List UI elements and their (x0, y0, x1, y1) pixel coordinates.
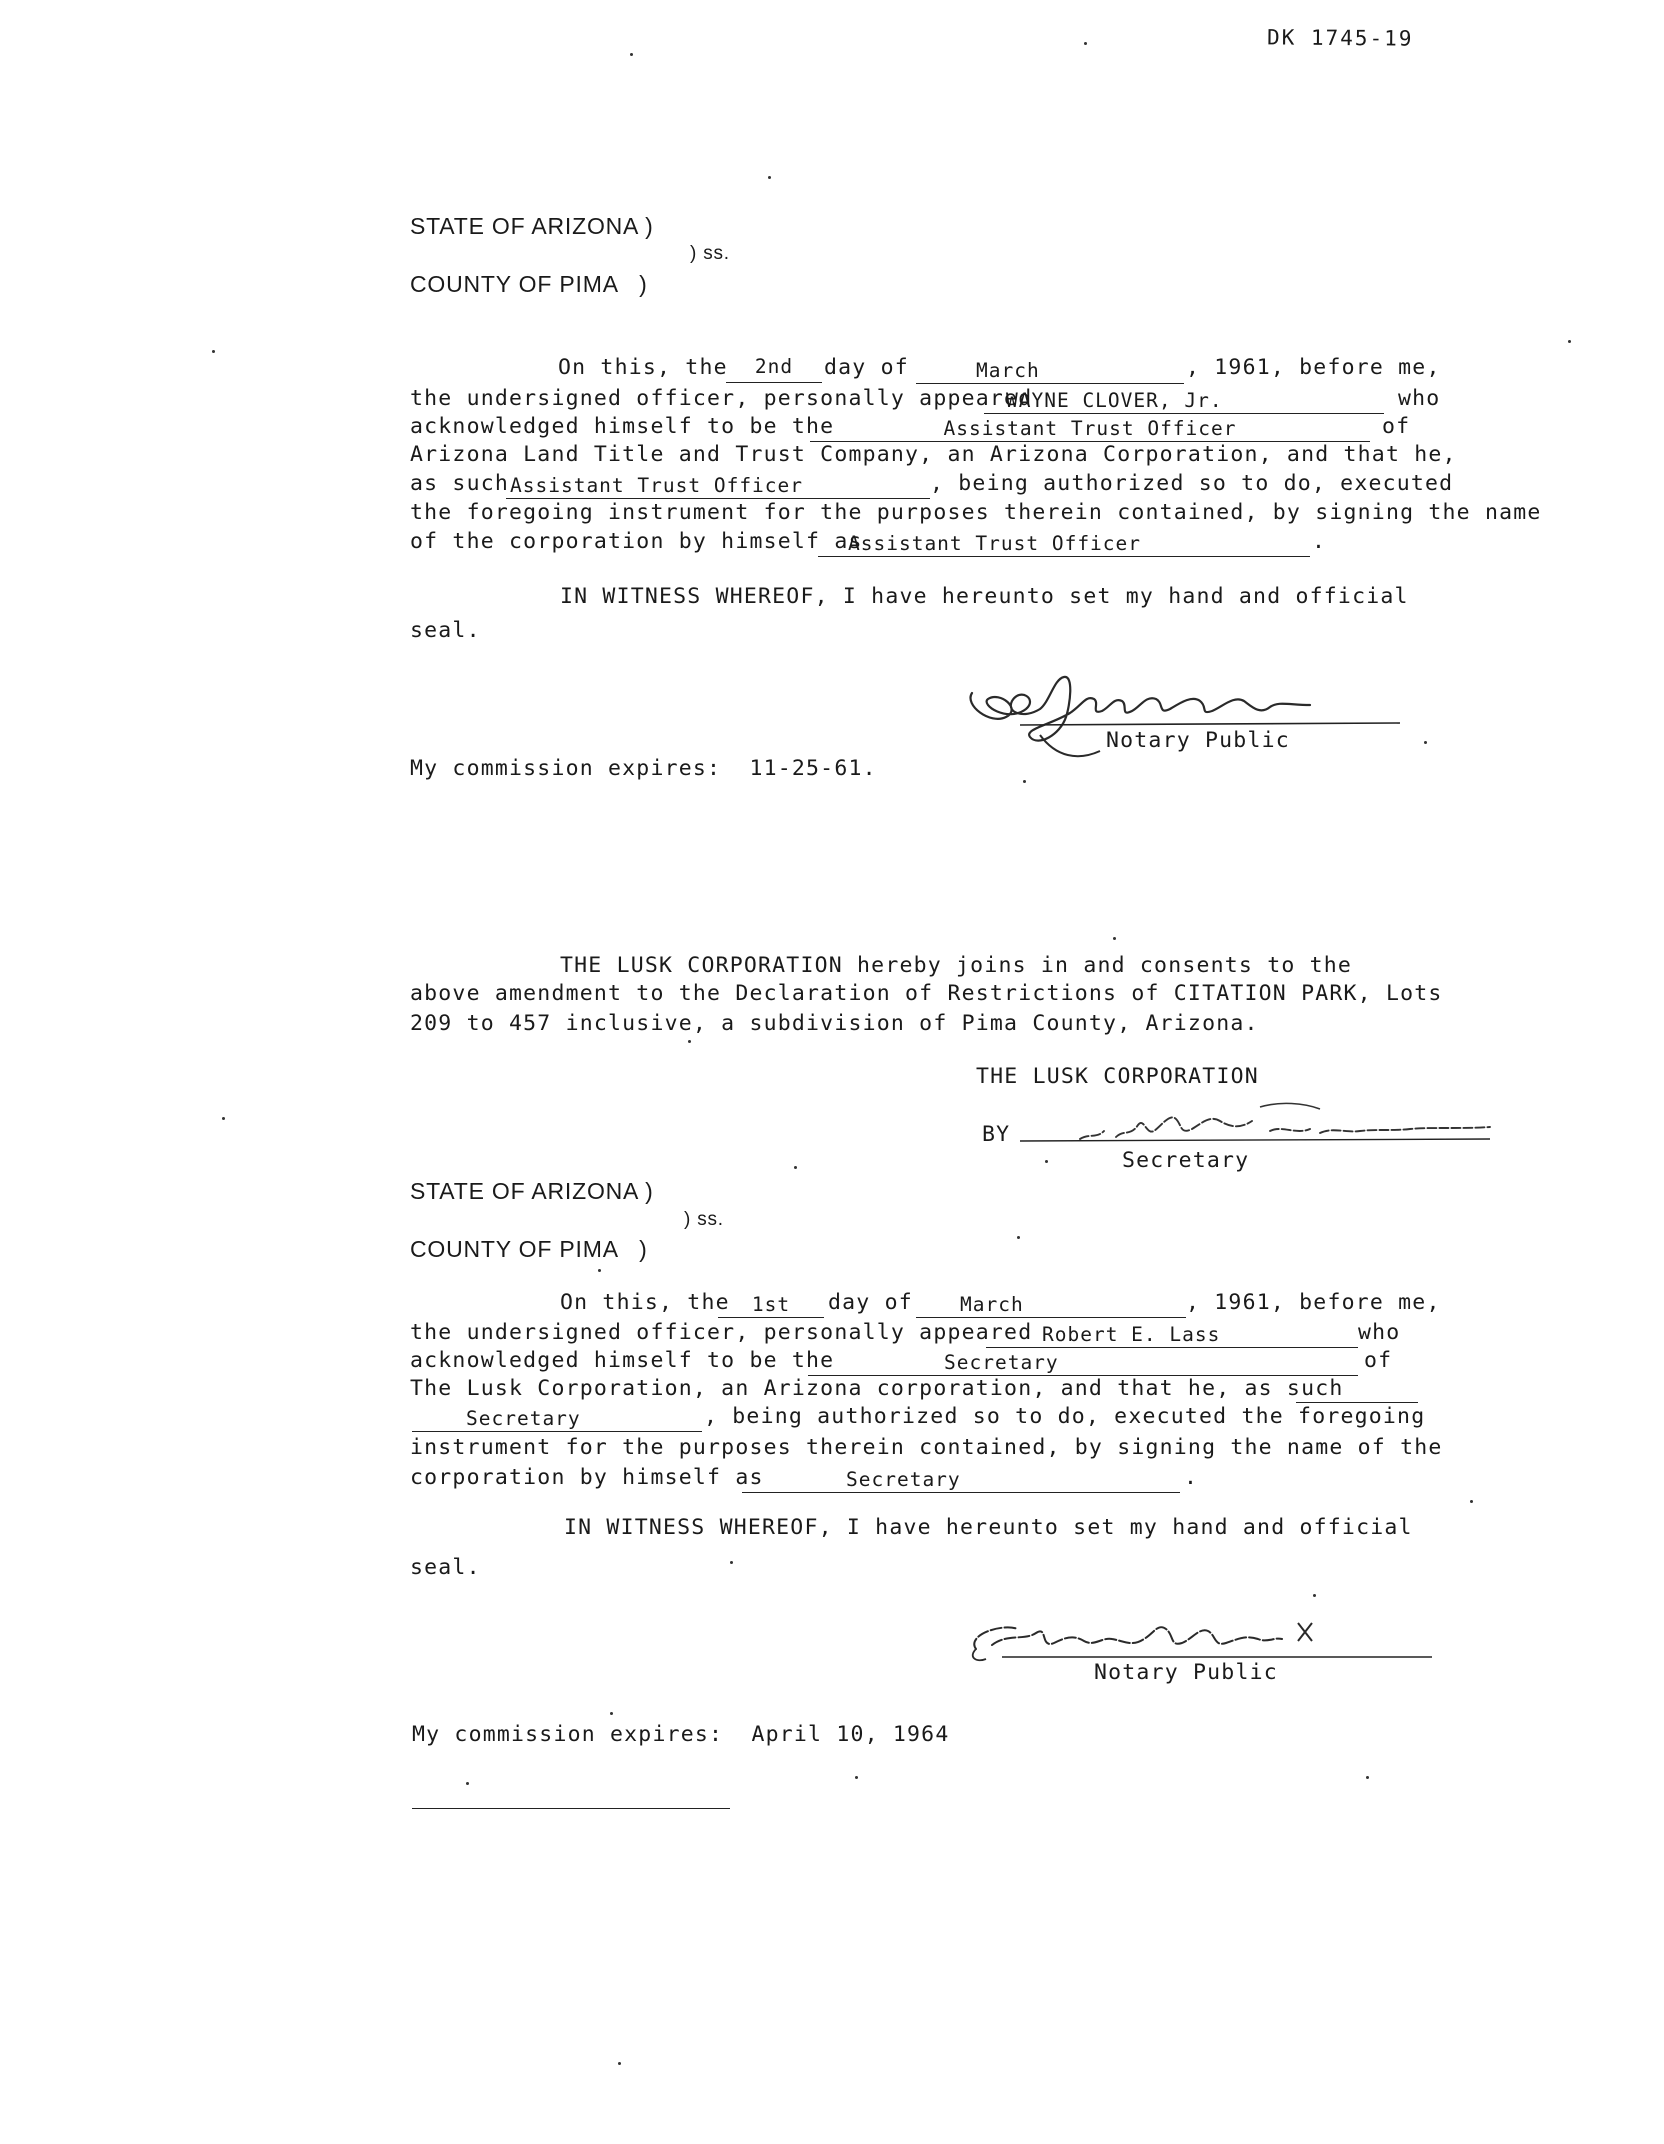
ack2-title2-field: Secretary (412, 1409, 702, 1432)
venue-state: STATE OF ARIZONA ) (410, 213, 654, 239)
witness2-line1: IN WITNESS WHEREOF, I have hereunto set my hand and official (564, 1515, 1413, 1540)
ack2-line2-pre: the undersigned officer, personally appeared (410, 1320, 1033, 1345)
ack1-title1-field: Assistant Trust Officer (810, 419, 1370, 442)
ack2-line2-post: who (1358, 1320, 1401, 1345)
scan-speck (212, 350, 215, 353)
ack1-line7-post: . (1312, 529, 1327, 554)
ack2-month-field: March (916, 1295, 1186, 1318)
commission1: My commission expires: 11-25-61. (410, 756, 877, 781)
ack2-line6: instrument for the purposes therein contained, by signing the name of the (410, 1435, 1443, 1460)
consent-by-label: BY (982, 1122, 1011, 1147)
scan-speck (1424, 741, 1427, 744)
ack1-line6: the foregoing instrument for the purposes therein contained, by signing the name (410, 500, 1542, 525)
venue2-ss: ) ss. (684, 1209, 724, 1230)
ack2-line7-pre: corporation by himself as (410, 1465, 764, 1490)
consent-corporation-name: THE LUSK CORPORATION (976, 1064, 1259, 1089)
venue2-state: STATE OF ARIZONA ) (410, 1178, 654, 1204)
ack2-line5-post: , being authorized so to do, executed the foregoing (704, 1404, 1426, 1429)
ack1-line3-pre: acknowledged himself to be the (410, 414, 835, 439)
scan-speck (1366, 1776, 1369, 1779)
ack1-line2-post: who (1398, 386, 1441, 411)
ack1-line1-mid: day of (824, 355, 909, 380)
consent-line3: 209 to 457 inclusive, a subdivision of Pima County, Arizona. (410, 1011, 1259, 1036)
ack1-title2-field: Assistant Trust Officer (506, 476, 930, 499)
ack2-line1-pre: On this, the (560, 1290, 730, 1315)
ack1-line5-post: , being authorized so to do, executed (930, 471, 1454, 496)
ack2-title3-field: Secretary (742, 1470, 1180, 1493)
document-stamp: DK 1745-19 (1266, 25, 1414, 51)
ack1-line7-pre: of the corporation by himself as (410, 529, 863, 554)
bottom-rule (412, 1806, 730, 1809)
scan-speck (610, 1712, 613, 1715)
ack1-title3-field: Assistant Trust Officer (818, 534, 1310, 557)
ack1-line3-post: of (1382, 414, 1411, 439)
scan-speck (1313, 1594, 1316, 1597)
secretary-signature (1020, 1095, 1500, 1155)
scan-speck (1017, 1236, 1020, 1239)
scan-speck (1023, 780, 1026, 783)
ack2-day-field: 1st (718, 1295, 824, 1318)
consent-line2: above amendment to the Declaration of Restrictions of CITATION PARK, Lots (410, 981, 1443, 1006)
commission2: My commission expires: April 10, 1964 (412, 1722, 950, 1747)
scan-speck (855, 1776, 858, 1779)
scan-speck (1568, 340, 1571, 343)
scan-speck (730, 1561, 733, 1564)
ack2-name-field: Robert E. Lass (986, 1325, 1358, 1348)
ack2-line1-mid: day of (828, 1290, 913, 1315)
ack1-line5-pre: as such (410, 471, 510, 496)
ack2-title1-field: Secretary (808, 1353, 1358, 1376)
venue2-county: COUNTY OF PIMA ) (410, 1236, 648, 1262)
scan-speck (598, 1269, 601, 1272)
ack2-line4: The Lusk Corporation, an Arizona corporation, and that he, as such (410, 1376, 1344, 1401)
ack1-line4: Arizona Land Title and Trust Company, an Arizona Corporation, and that he, (410, 442, 1457, 467)
notary1-label: Notary Public (1106, 728, 1290, 753)
ack1-line1-pre: On this, the (558, 355, 728, 380)
consent-signer-title: Secretary (1122, 1148, 1250, 1173)
scan-speck (466, 1782, 469, 1785)
ack1-month-field: March (916, 361, 1184, 384)
scan-speck (768, 176, 771, 179)
ack1-day-field: 2nd (726, 357, 822, 383)
ack2-line3-post: of (1364, 1348, 1393, 1373)
ack2-line4-underline (1296, 1380, 1418, 1403)
ack1-line1-post: , 1961, before me, (1186, 355, 1441, 380)
scan-speck (688, 1040, 691, 1043)
notary2-label: Notary Public (1094, 1660, 1278, 1685)
scan-speck (1470, 1500, 1473, 1503)
ack2-line3-pre: acknowledged himself to be the (410, 1348, 835, 1373)
scan-speck (1045, 1160, 1048, 1163)
venue-county: COUNTY OF PIMA ) (410, 271, 648, 297)
witness2-line2: seal. (410, 1555, 481, 1580)
ack1-line2-pre: the undersigned officer, personally appeared (410, 386, 1033, 411)
scan-speck (1113, 937, 1116, 940)
scan-speck (630, 53, 633, 56)
witness1-line2: seal. (410, 618, 481, 643)
scan-speck (222, 1117, 225, 1120)
scan-speck (1084, 42, 1087, 45)
scan-speck (618, 2062, 621, 2065)
venue-ss: ) ss. (690, 243, 730, 264)
ack1-name-field: WAYNE CLOVER, Jr. (984, 391, 1384, 414)
scan-speck (794, 1166, 797, 1169)
consent-line1: THE LUSK CORPORATION hereby joins in and consents to the (560, 953, 1353, 978)
ack2-line7-post: . (1184, 1465, 1199, 1490)
ack2-line1-post: , 1961, before me, (1186, 1290, 1441, 1315)
witness1-line1: IN WITNESS WHEREOF, I have hereunto set my hand and official (560, 584, 1409, 609)
